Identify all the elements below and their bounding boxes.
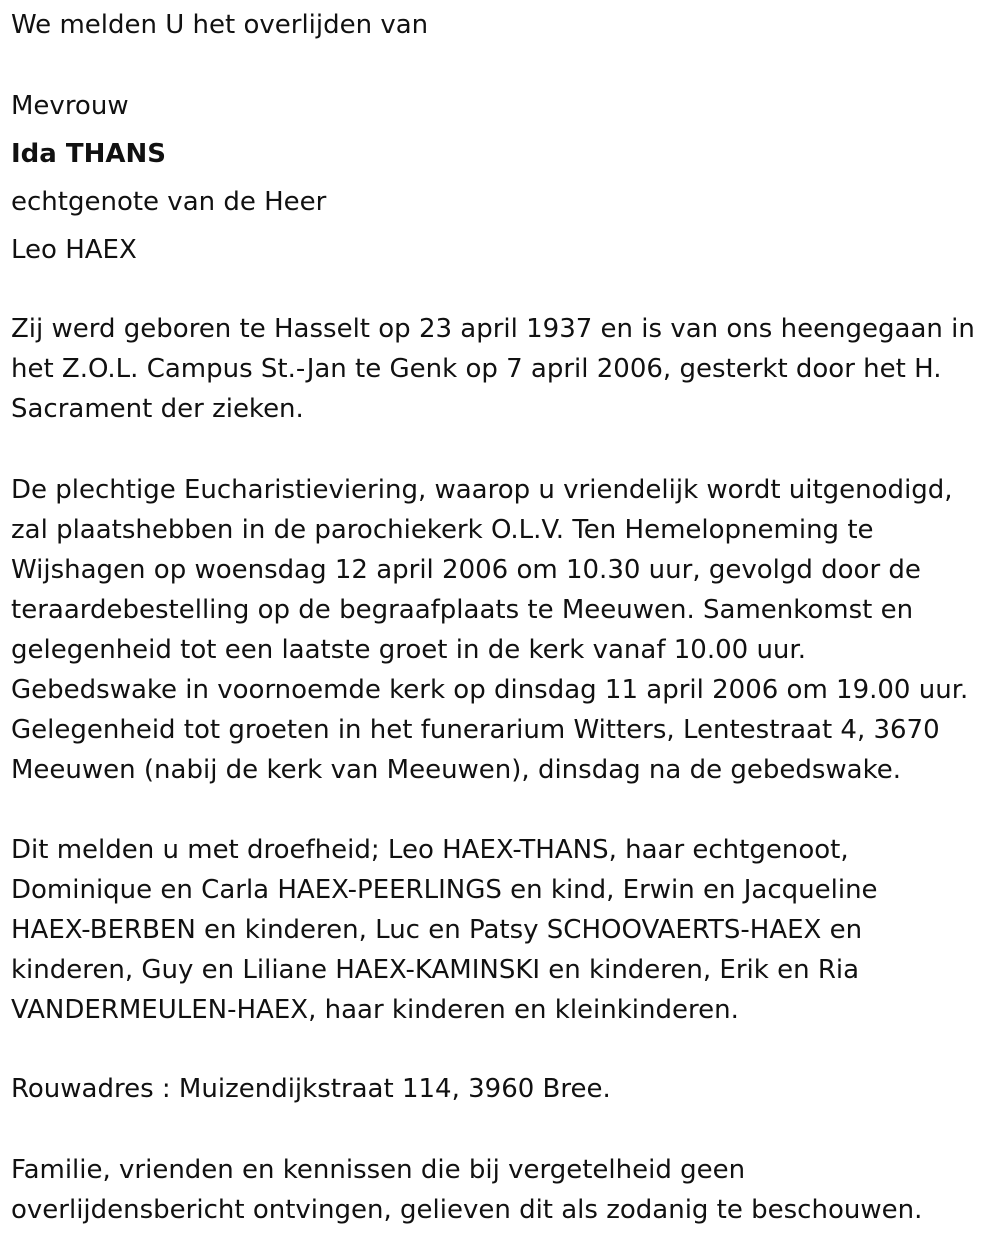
paragraph-line: overlijdensbericht ontvingen, gelieven dit als zodanig te beschouwen. [11,1195,923,1225]
paragraph-line: Familie, vrienden en kennissen die bij vergetelheid geen [11,1155,746,1185]
paragraph-line: kinderen, Guy en Liliane HAEX-KAMINSKI en kinderen, Erik en Ria [11,955,860,985]
spouse-name: Leo HAEX [11,235,137,265]
deceased-name: Ida THANS [11,139,166,169]
mourning-address: Rouwadres : Muizendijkstraat 114, 3960 Bree. [11,1074,611,1104]
paragraph-line: zal plaatshebben in de parochiekerk O.L.V. Ten Hemelopneming te [11,515,874,545]
paragraph-line: Sacrament der zieken. [11,394,304,424]
paragraph-line: Zij werd geboren te Hasselt op 23 april 1937 en is van ons heengegaan in [11,314,975,344]
paragraph-line: het Z.O.L. Campus St.-Jan te Genk op 7 april 2006, gesterkt door het H. [11,354,942,384]
birth-paragraph [11,309,975,429]
spouse-label: echtgenote van de Heer [11,187,327,217]
paragraph-line: teraardebestelling op de begraafplaats te Meeuwen. Samenkomst en [11,595,914,625]
closing-paragraph [11,1150,922,1230]
paragraph-line: Gelegenheid tot groeten in het funerarium Witters, Lentestraat 4, 3670 [11,715,940,745]
paragraph-line: De plechtige Eucharistieviering, waarop u vriendelijk wordt uitgenodigd, [11,475,953,505]
intro-line: We melden U het overlijden van [11,10,429,40]
service-paragraph [11,470,968,790]
paragraph-line: Meeuwen (nabij de kerk van Meeuwen), dinsdag na de gebedswake. [11,755,901,785]
deceased-title: Mevrouw [11,91,129,121]
paragraph-line: Dit melden u met droefheid; Leo HAEX-THANS, haar echtgenoot, [11,835,849,865]
paragraph-line: Gebedswake in voornoemde kerk op dinsdag 11 april 2006 om 19.00 uur. [11,675,969,705]
paragraph-line: Wijshagen op woensdag 12 april 2006 om 10.30 uur, gevolgd door de [11,555,921,585]
family-paragraph [11,830,878,1030]
paragraph-line: Dominique en Carla HAEX-PEERLINGS en kind, Erwin en Jacqueline [11,875,878,905]
paragraph-line: VANDERMEULEN-HAEX, haar kinderen en kleinkinderen. [11,995,739,1025]
paragraph-line: gelegenheid tot een laatste groet in de kerk vanaf 10.00 uur. [11,635,806,665]
paragraph-line: HAEX-BERBEN en kinderen, Luc en Patsy SCHOOVAERTS-HAEX en [11,915,863,945]
